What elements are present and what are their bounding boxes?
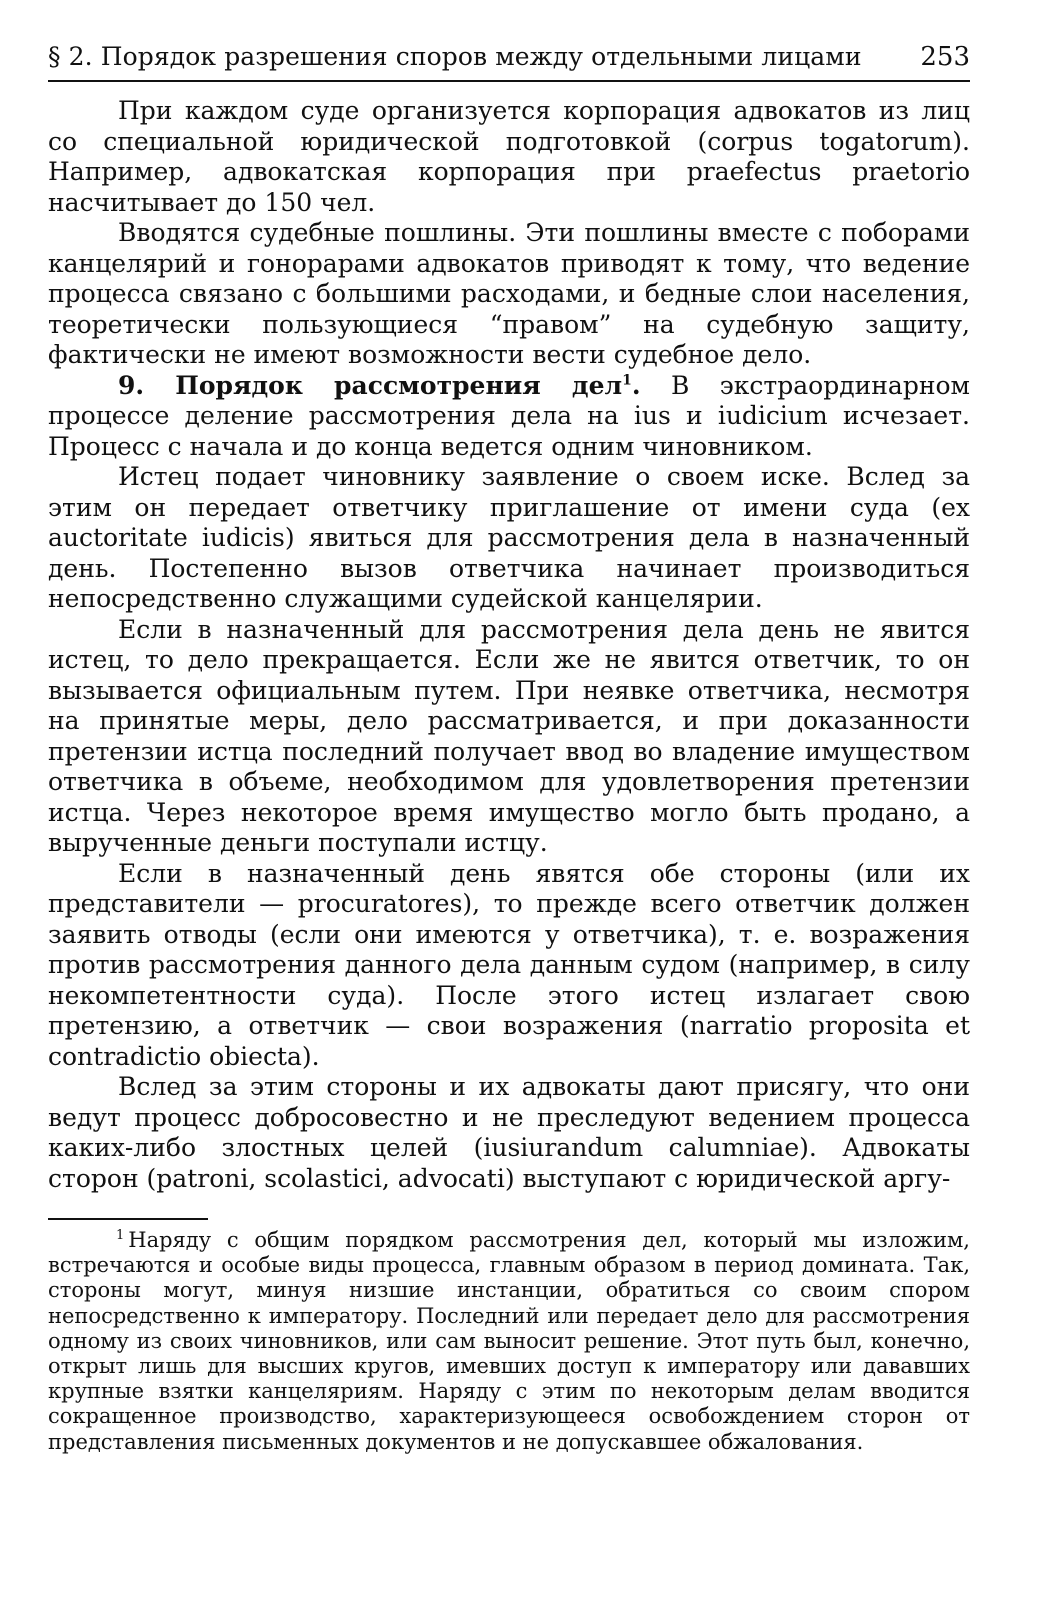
section-paragraph <box>48 371 970 463</box>
paragraph: Вводятся судебные пошлины. Эти пошлины вместе с поборами канцелярий и гонорарами адвокатов приводят к тому, что ведение процесса связано с большими расходами, и бедные слои населения, теоретически пользующиеся “правом” на судебную защиту, фактически не имеют возможности вести судебное дело. <box>48 218 970 369</box>
section-heading-text: 9. Порядок рассмотрения дел <box>118 370 623 400</box>
footnote-text: Наряду с общим порядком рассмотрения дел, который мы изложим, встречаются и особые виды процесса, главным образом в период домината. Так, стороны могут, минуя низшие инстанции, обратиться со своим спором непосредственно к императору. Последний или передает дело для рассмотрения одному из своих чиновников, или сам выносит решение. Этот путь был, конечно, открыт лишь для высших кругов, имевших доступ к императору или дававших крупные взятки канцеляриям. Наряду с этим по некоторым делам вводится сокращенное производство, характеризующееся освобождением сторон от представления письменных документов и не допускавшее обжалования. <box>48 1228 970 1454</box>
paragraph: При каждом суде организуется корпорация адвокатов из лиц со специальной юридической подготовкой (corpus togatorum). Например, адвокатская корпорация при praefectus praetorio насчитывает до 150 чел. <box>48 96 970 217</box>
section-text: В экстраординарном процессе деление рассмотрения дела на ius и iudicium исчезает. Процесс с начала и до конца ведется одним чиновником. <box>48 370 970 461</box>
footnote-mark: 1 <box>116 1228 125 1243</box>
footnote <box>48 1228 970 1455</box>
body-text <box>48 96 970 1194</box>
footnote-divider <box>48 1218 208 1220</box>
section-heading <box>118 371 641 400</box>
page-number: 253 <box>920 42 970 72</box>
paragraph: Вслед за этим стороны и их адвокаты дают присягу, что они ведут процесс добросовестно и не преследуют ведением процесса каких-либо злостных целей (iusiurandum calumniae). Адвокаты сторон (patroni, scolastici, advocati) выступают с юридической аргу- <box>48 1072 970 1193</box>
paragraph: Истец подает чиновнику заявление о своем иске. Вслед за этим он передает ответчику приглашение от имени суда (ex auctoritate iudicis) явиться для рассмотрения дела в назначенный день. Постепенно вызов ответчика начинает производиться непосредственно служащими судейской канцелярии. <box>48 462 970 613</box>
footnote-reference[interactable]: 1 <box>622 372 632 389</box>
section-heading-period: . <box>631 370 641 400</box>
running-header <box>48 40 970 82</box>
running-title: § 2. Порядок разрешения споров между отдельными лицами <box>48 42 862 71</box>
paragraph: Если в назначенный для рассмотрения дела день не явится истец, то дело прекращается. Если же не явится ответчик, то он вызывается официальным путем. При неявке ответчика, несмотря на принятые меры, дело рассматривается, и при доказанности претензии истца последний получает ввод во владение имуществом ответчика в объеме, необходимом для удовлетворения претензии истца. Через некоторое время имущество могло быть продано, а вырученные деньги поступали истцу. <box>48 614 970 857</box>
paragraph: Если в назначенный день явятся обе стороны (или их представители — procuratores), то прежде всего ответчик должен заявить отводы (если они имеются у ответчика), т. е. возражения против рассмотрения данного дела данным судом (например, в силу некомпетентности суда). После этого истец излагает свою претензию, а ответчик — свои возражения (narratio proposita et contradictio obiecta). <box>48 858 970 1071</box>
book-page <box>48 40 970 1455</box>
